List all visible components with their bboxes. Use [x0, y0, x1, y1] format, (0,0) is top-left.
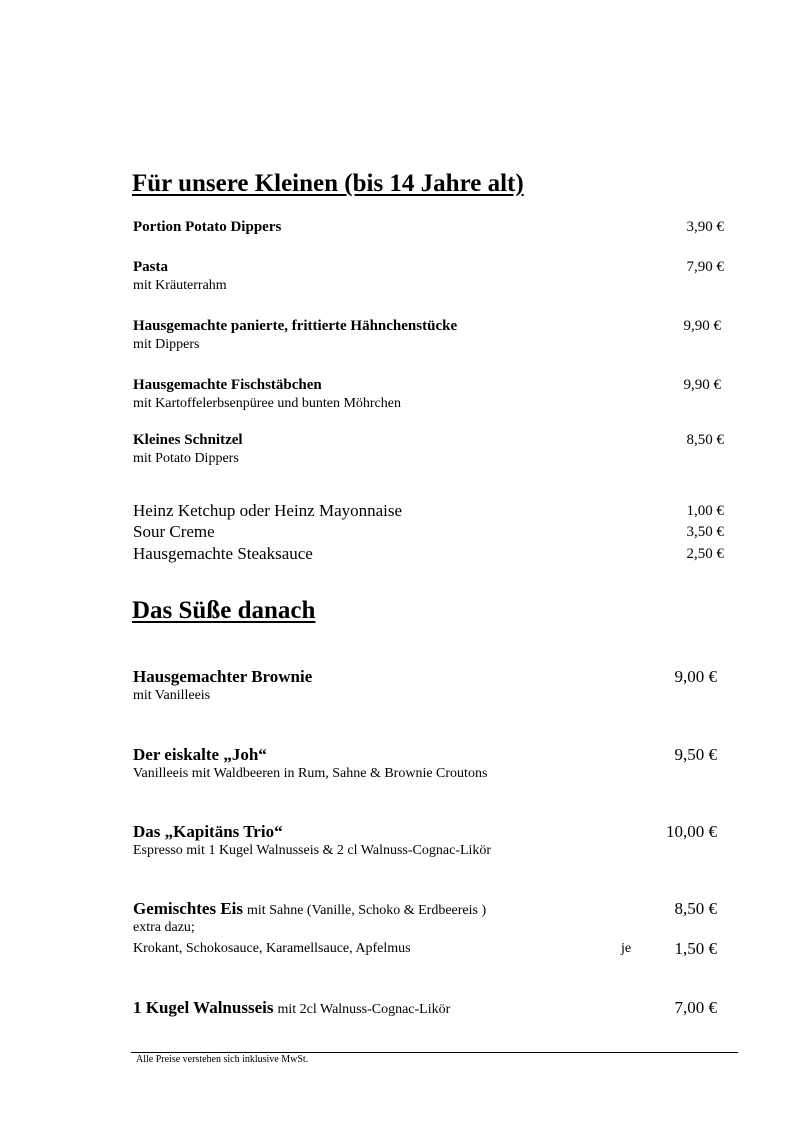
menu-item-inline-description: mit Sahne (Vanille, Schoko & Erdbeereis ) [247, 903, 487, 918]
menu-item-price: 8,50 € [686, 432, 724, 448]
menu-item-price: 9,90 € [683, 318, 721, 334]
menu-item-name: Gemischtes Eis [133, 899, 244, 918]
menu-item-description: mit Vanilleeis [133, 688, 211, 703]
menu-item-description: Espresso mit 1 Kugel Walnusseis & 2 cl Walnuss-Cognac-Likör [133, 843, 492, 858]
extra-item-name: Heinz Ketchup oder Heinz Mayonnaise [133, 501, 403, 520]
extra-item-price: 1,00 € [686, 503, 724, 519]
menu-item-name: Das „Kapitäns Trio“ [133, 822, 283, 841]
walnut-ice-line [133, 998, 450, 1018]
menu-item-name: Pasta [133, 259, 168, 275]
menu-item-description: mit Kräuterrahm [133, 278, 227, 293]
extra-item-name: Sour Creme [133, 522, 215, 541]
menu-item-name: Portion Potato Dippers [133, 219, 282, 235]
menu-item-description: mit Potato Dippers [133, 451, 239, 466]
menu-item-price: 9,00 € [674, 667, 717, 686]
menu-item-price: 7,00 € [674, 998, 717, 1017]
mixed-ice-line [133, 899, 486, 919]
extra-item-price: 2,50 € [686, 546, 724, 562]
menu-item-description: mit Dippers [133, 337, 200, 352]
footer-divider [131, 1052, 738, 1053]
menu-item-name: Kleines Schnitzel [133, 432, 243, 448]
menu-item-name: Hausgemachte panierte, frittierte Hähnchenstücke [133, 318, 458, 334]
footer-note: Alle Preise verstehen sich inklusive MwSt. [136, 1054, 309, 1065]
extra-toppings: Krokant, Schokosauce, Karamellsauce, Apfelmus [133, 941, 411, 956]
menu-item-price: 9,50 € [674, 745, 717, 764]
extra-label: extra dazu; [133, 920, 195, 935]
menu-item-price: 7,90 € [686, 259, 724, 275]
kids-heading: Für unsere Kleinen (bis 14 Jahre alt) [132, 170, 524, 197]
menu-item-name: Der eiskalte „Joh“ [133, 745, 267, 764]
menu-item-description: Vanilleeis mit Waldbeeren in Rum, Sahne & Brownie Croutons [133, 766, 488, 781]
desserts-heading: Das Süße danach [132, 597, 316, 624]
menu-item-inline-description: mit 2cl Walnuss-Cognac-Likör [277, 1002, 451, 1017]
extra-each-label: je [621, 941, 632, 956]
menu-item-description: mit Kartoffelerbsenpüree und bunten Möhrchen [133, 396, 401, 411]
extra-item-price: 3,50 € [686, 524, 724, 540]
extra-item-name: Hausgemachte Steaksauce [133, 544, 313, 563]
menu-item-price: 8,50 € [674, 899, 717, 918]
menu-item-name: Hausgemachte Fischstäbchen [133, 377, 322, 393]
menu-item-price: 3,90 € [686, 219, 724, 235]
menu-item-name: Hausgemachter Brownie [133, 667, 313, 686]
menu-item-name: 1 Kugel Walnusseis [133, 998, 274, 1017]
extra-topping-price: 1,50 € [674, 939, 717, 958]
menu-item-price: 9,90 € [683, 377, 721, 393]
menu-item-price: 10,00 € [666, 822, 717, 841]
